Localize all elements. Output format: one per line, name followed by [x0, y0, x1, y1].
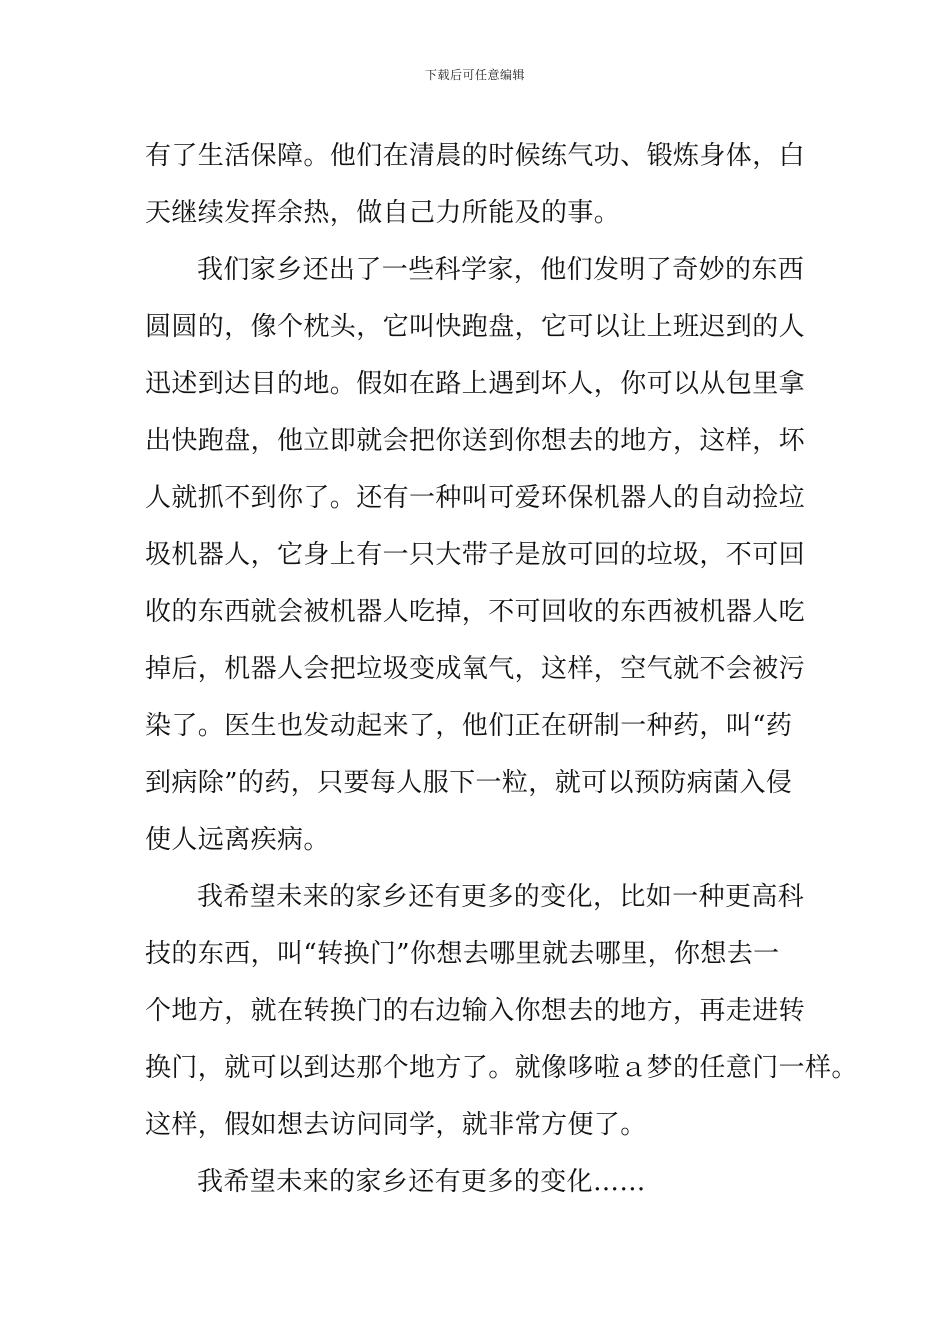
text-line: 圆圆的，像个枕头，它叫快跑盘，它可以让上班迟到的人 [145, 312, 806, 342]
text-line: 出快跑盘，他立即就会把你送到你想去的地方，这样，坏 [145, 426, 806, 456]
text-line: 技的东西，叫“转换门”你想去哪里就去哪里，你想去一 [145, 939, 780, 969]
text-line: 圾机器人，它身上有一只大带子是放可回的垃圾，不可回 [145, 540, 806, 570]
text-line: 迅述到达目的地。假如在路上遇到坏人，你可以从包里拿 [145, 369, 806, 399]
paragraph-start-line: 我们家乡还出了一些科学家，他们发明了奇妙的东西 [197, 255, 805, 285]
page-header: 下载后可任意编辑 [424, 68, 525, 82]
text-line: 这样，假如想去访问同学，就非常方便了。 [145, 1110, 647, 1140]
text-line: 掉后，机器人会把垃圾变成氧气，这样，空气就不会被污 [145, 654, 806, 684]
text-line: 使人远离疾病。 [145, 825, 330, 855]
paragraph-start-line: 我希望未来的家乡还有更多的变化…… [197, 1167, 646, 1197]
text-line: 收的东西就会被机器人吃掉，不可回收的东西被机器人吃 [145, 597, 806, 627]
paragraph-start-line: 我希望未来的家乡还有更多的变化，比如一种更高科 [197, 882, 805, 912]
text-line: 人就抓不到你了。还有一种叫可爱环保机器人的自动捡垃 [145, 483, 806, 513]
text-line: 到病除”的药，只要每人服下一粒，就可以预防病菌入侵 [145, 768, 793, 798]
document-body [145, 128, 858, 1211]
text-line: 天继续发挥余热，做自己力所能及的事。 [145, 198, 621, 228]
text-line: 有了生活保障。他们在清晨的时候练气功、锻炼身体，白 [145, 141, 806, 171]
text-line: 换门，就可以到达那个地方了。就像哆啦ａ梦的任意门一样。 [145, 1053, 858, 1083]
text-line: 个地方，就在转换门的右边输入你想去的地方，再走进转 [145, 996, 806, 1026]
text-line: 染了。医生也发动起来了，他们正在研制一种药，叫“药 [145, 711, 793, 741]
